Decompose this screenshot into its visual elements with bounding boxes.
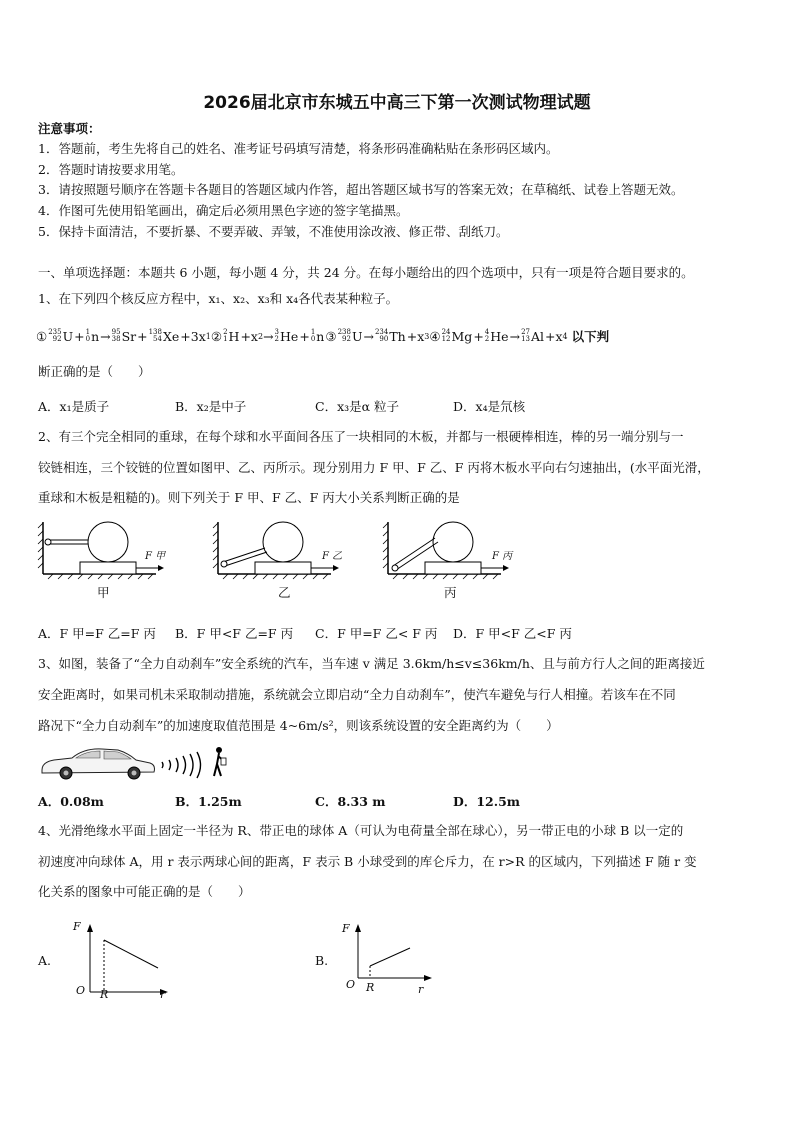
q3-option-a[interactable]: A．0.08m <box>38 794 104 809</box>
notice-item: 4．作图可先使用铅笔画出，确定后必须用黑色字迹的签字笔描黑。 <box>38 203 409 218</box>
q1-stem: 1、在下列四个核反应方程中，x₁、x₂、x₃和 x₄各代表某种粒子。 <box>38 291 399 306</box>
q4-option-a-label[interactable]: A. <box>38 953 52 968</box>
q2-option-b[interactable]: B．F 甲<F 乙=F 丙 <box>175 626 294 641</box>
q4-graph-b-r-mark: R <box>366 981 375 994</box>
q2-line: 2、有三个完全相同的重球，在每个球和水平面间各压了一块相同的木板，并都与一根硬棒相连，棒的另一端分别与一 <box>38 429 684 444</box>
q1-option-b[interactable]: B．x₂是中子 <box>175 399 247 414</box>
q1-option-c[interactable]: C．x₃是α 粒子 <box>315 399 400 414</box>
notice-item: 5．保持卡面清洁，不要折暴、不要弄破、弄皱，不准使用涂改液、修正带、刮纸刀。 <box>38 224 509 239</box>
q4-graph-a-x-label: r <box>160 988 166 1001</box>
q4-graph-b-y-label: F <box>342 922 350 935</box>
q2-line: 铰链相连，三个铰链的位置如图甲、乙、丙所示。现分别用力 F 甲、F 乙、F 丙将木板水平向右匀速抽出，(水平面光滑， <box>38 460 710 475</box>
page-title: 2026届北京市东城五中高三下第一次测试物理试题 <box>203 93 591 113</box>
q1-line2: 断正确的是（ ） <box>38 364 151 379</box>
q4-option-b-label[interactable]: B. <box>315 953 329 968</box>
q1-equations: ① 235 92 U + 1 0 n → 95 38 Sr + 138 54 Xe +3x 1 ② 2 1 H +x 2 → 3 2 He + 1 0 n ③ 238 92 U → 234 90 Th +x 3 ④ 24 12 Mg + 4 2 He → 27 13 Al +x 4 以下判 <box>36 328 610 344</box>
q3-line: 安全距离时，如果司机未采取制动措施，系统就会立即启动“全力自动刹车”，使汽车避免与行人相撞。若该车在不同 <box>38 687 676 702</box>
q2-caption: 乙 <box>278 585 291 600</box>
q1-option-d[interactable]: D．x₄是氘核 <box>453 399 526 414</box>
notice-item: 2．答题时请按要求用笔。 <box>38 162 184 177</box>
section-heading: 一、单项选择题：本题共 6 小题，每小题 4 分，共 24 分。在每小题给出的四个选项中，只有一项是符合题目要求的。 <box>38 265 694 280</box>
q4-graph-b-origin: O <box>346 978 356 991</box>
q4-line: 初速度冲向球体 A，用 r 表示两球心间的距离，F 表示 B 小球受到的库仑斥力，在 r>R 的区域内，下列描述 F 随 r 变 <box>38 854 697 869</box>
q3-line: 路况下“全力自动刹车”的加速度取值范围是 4~6m/s²，则该系统设置的安全距离约为（ ） <box>38 718 559 733</box>
q3-car-pedestrian-figure <box>38 744 238 784</box>
q3-option-c[interactable]: C．8.33 m <box>315 794 386 809</box>
q2-option-c[interactable]: C．F 甲=F 乙< F 丙 <box>315 626 438 641</box>
notice-heading: 注意事项： <box>38 121 101 136</box>
q2-force-label: F 甲 <box>145 551 166 562</box>
q3-line: 3、如图，装备了“全力自动刹车”安全系统的汽车，当车速 v 满足 3.6km/h≤v≤36km/h、且与前方行人之间的距离接近 <box>38 656 705 671</box>
q3-option-b[interactable]: B．1.25m <box>175 794 242 809</box>
q4-line: 4、光滑绝缘水平面上固定一半径为 R、带正电的球体 A（可认为电荷量全部在球心），另一带正电的小球 B 以一定的 <box>38 823 684 838</box>
q4-graph-a-origin: O <box>76 984 86 997</box>
q4-graph-b <box>350 922 440 1002</box>
q4-graph-a <box>80 922 170 1002</box>
q3-option-d[interactable]: D．12.5m <box>453 794 521 809</box>
q4-graph-b-x-label: r <box>418 983 424 996</box>
q2-force-label: F 丙 <box>492 551 513 562</box>
q4-graph-a-y-label: F <box>73 920 81 933</box>
q2-line: 重球和木板是粗糙的)。则下列关于 F 甲、F 乙、F 丙大小关系判断正确的是 <box>38 490 460 505</box>
q2-caption: 甲 <box>97 585 110 600</box>
q2-option-a[interactable]: A．F 甲=F 乙=F 丙 <box>38 626 156 641</box>
q2-force-label: F 乙 <box>322 551 343 562</box>
q4-line: 化关系的图象中可能正确的是（ ） <box>38 884 251 899</box>
q1-eq-tail: 以下判 <box>571 329 610 344</box>
q2-caption: 丙 <box>444 585 457 600</box>
notice-item: 3．请按照题号顺序在答题卡各题目的答题区域内作答，超出答题区域书写的答案无效；在草稿纸、试卷上答题无效。 <box>38 182 684 197</box>
q1-option-a[interactable]: A．x₁是质子 <box>38 399 110 414</box>
notice-item: 1．答题前，考生先将自己的姓名、准考证号码填写清楚，将条形码准确粘贴在条形码区域内。 <box>38 141 559 156</box>
q4-graph-a-r-mark: R <box>100 988 109 1001</box>
q2-option-d[interactable]: D．F 甲<F 乙<F 丙 <box>453 626 572 641</box>
